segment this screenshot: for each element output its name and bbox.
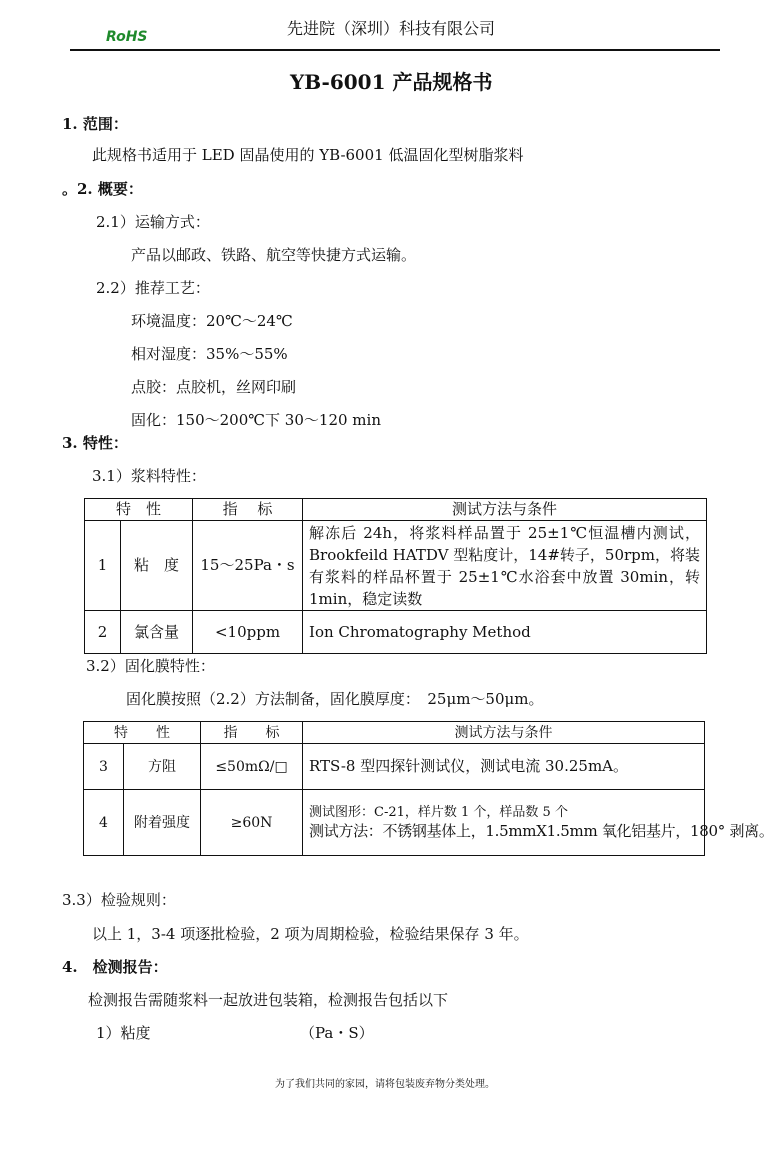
row-property: 附着强度	[124, 790, 201, 856]
process-line-dispensing: 点胶：点胶机，丝网印刷	[131, 378, 297, 396]
method-line-pattern: 测试图形：C-21，样片数 1 个，样品数 5 个	[309, 804, 568, 820]
header-spec: 指 标	[193, 499, 303, 521]
table-row	[84, 744, 705, 790]
row-property: 氯含量	[121, 611, 193, 654]
rohs-logo: RoHS	[106, 29, 148, 45]
section-3-3-text: 以上 1，3-4 项逐批检验，2 项为周期检验，检验结果保存 3 年。	[92, 925, 529, 943]
table-header-row	[84, 722, 705, 744]
report-item-viscosity: 1）粘度	[96, 1024, 151, 1042]
section-1-text: 此规格书适用于 LED 固晶使用的 YB-6001 低温固化型树脂浆料	[92, 146, 524, 164]
cured-film-properties-table	[83, 721, 774, 856]
row-spec: ≤50mΩ/□	[201, 744, 303, 790]
report-item-unit: （Pa・S）	[300, 1024, 374, 1042]
row-number: 4	[84, 790, 124, 856]
section-2-2-heading: 2.2）推荐工艺：	[96, 279, 210, 297]
process-line-humidity: 相对湿度：35%～55%	[131, 345, 288, 363]
section-3-1-heading: 3.1）浆料特性：	[92, 467, 206, 485]
header-property: 特 性	[84, 722, 201, 744]
row-number: 2	[85, 611, 121, 654]
header-rule	[70, 49, 720, 51]
header-property: 特 性	[85, 499, 193, 521]
section-4-heading: 4. 检测报告：	[62, 958, 168, 976]
table-row	[85, 611, 707, 654]
row-spec: ≥60N	[201, 790, 303, 856]
section-2-1-heading: 2.1）运输方式：	[96, 213, 210, 231]
row-method: RTS-8 型四探针测试仪，测试电流 30.25mA。	[303, 744, 705, 790]
section-3-heading: 3. 特性：	[62, 434, 128, 452]
row-property: 粘 度	[121, 521, 193, 611]
section-3-3-heading: 3.3）检验规则：	[62, 891, 176, 909]
table-header-row	[85, 499, 707, 521]
row-method: Ion Chromatography Method	[303, 611, 707, 654]
section-2-1-text: 产品以邮政、铁路、航空等快捷方式运输。	[131, 246, 417, 264]
row-spec: 15～25Pa・s	[193, 521, 303, 611]
slurry-properties-table	[84, 498, 707, 654]
row-property: 方阻	[124, 744, 201, 790]
row-number: 3	[84, 744, 124, 790]
table-row	[84, 790, 705, 856]
section-2-heading: 。2. 概要：	[62, 180, 143, 198]
section-3-2-heading: 3.2）固化膜特性：	[86, 657, 215, 675]
row-spec: <10ppm	[193, 611, 303, 654]
company-name: 先进院（深圳）科技有限公司	[287, 19, 496, 38]
section-4-text: 检测报告需随浆料一起放进包装箱，检测报告包括以下	[88, 991, 449, 1009]
section-3-2-text: 固化膜按照（2.2）方法制备，固化膜厚度： 25μm～50μm。	[126, 690, 544, 708]
method-line-procedure: 测试方法：不锈钢基体上，1.5mmX1.5mm 氧化铝基片，180° 剥离。	[309, 821, 774, 840]
process-line-curing: 固化：150～200℃下 30～120 min	[131, 411, 381, 429]
section-1-heading: 1. 范围：	[62, 115, 128, 133]
table-row	[85, 521, 707, 611]
header-method: 测试方法与条件	[303, 499, 707, 521]
footer-note: 为了我们共同的家园，请将包装废弃物分类处理。	[275, 1079, 495, 1090]
doc-title: YB-6001 产品规格书	[290, 70, 493, 94]
header-spec: 指 标	[201, 722, 303, 744]
header-method: 测试方法与条件	[303, 722, 705, 744]
row-method: 解冻后 24h，将浆料样品置于 25±1℃恒温槽内测试，Brookfeild HATDV 型粘度计，14#转子，50rpm，将装有浆料的样品杯置于 25±1℃水浴套中放置 30min，转 1min，稳定读数	[303, 521, 707, 611]
process-line-temperature: 环境温度：20℃～24℃	[131, 312, 293, 330]
row-method	[303, 790, 774, 856]
row-number: 1	[85, 521, 121, 611]
